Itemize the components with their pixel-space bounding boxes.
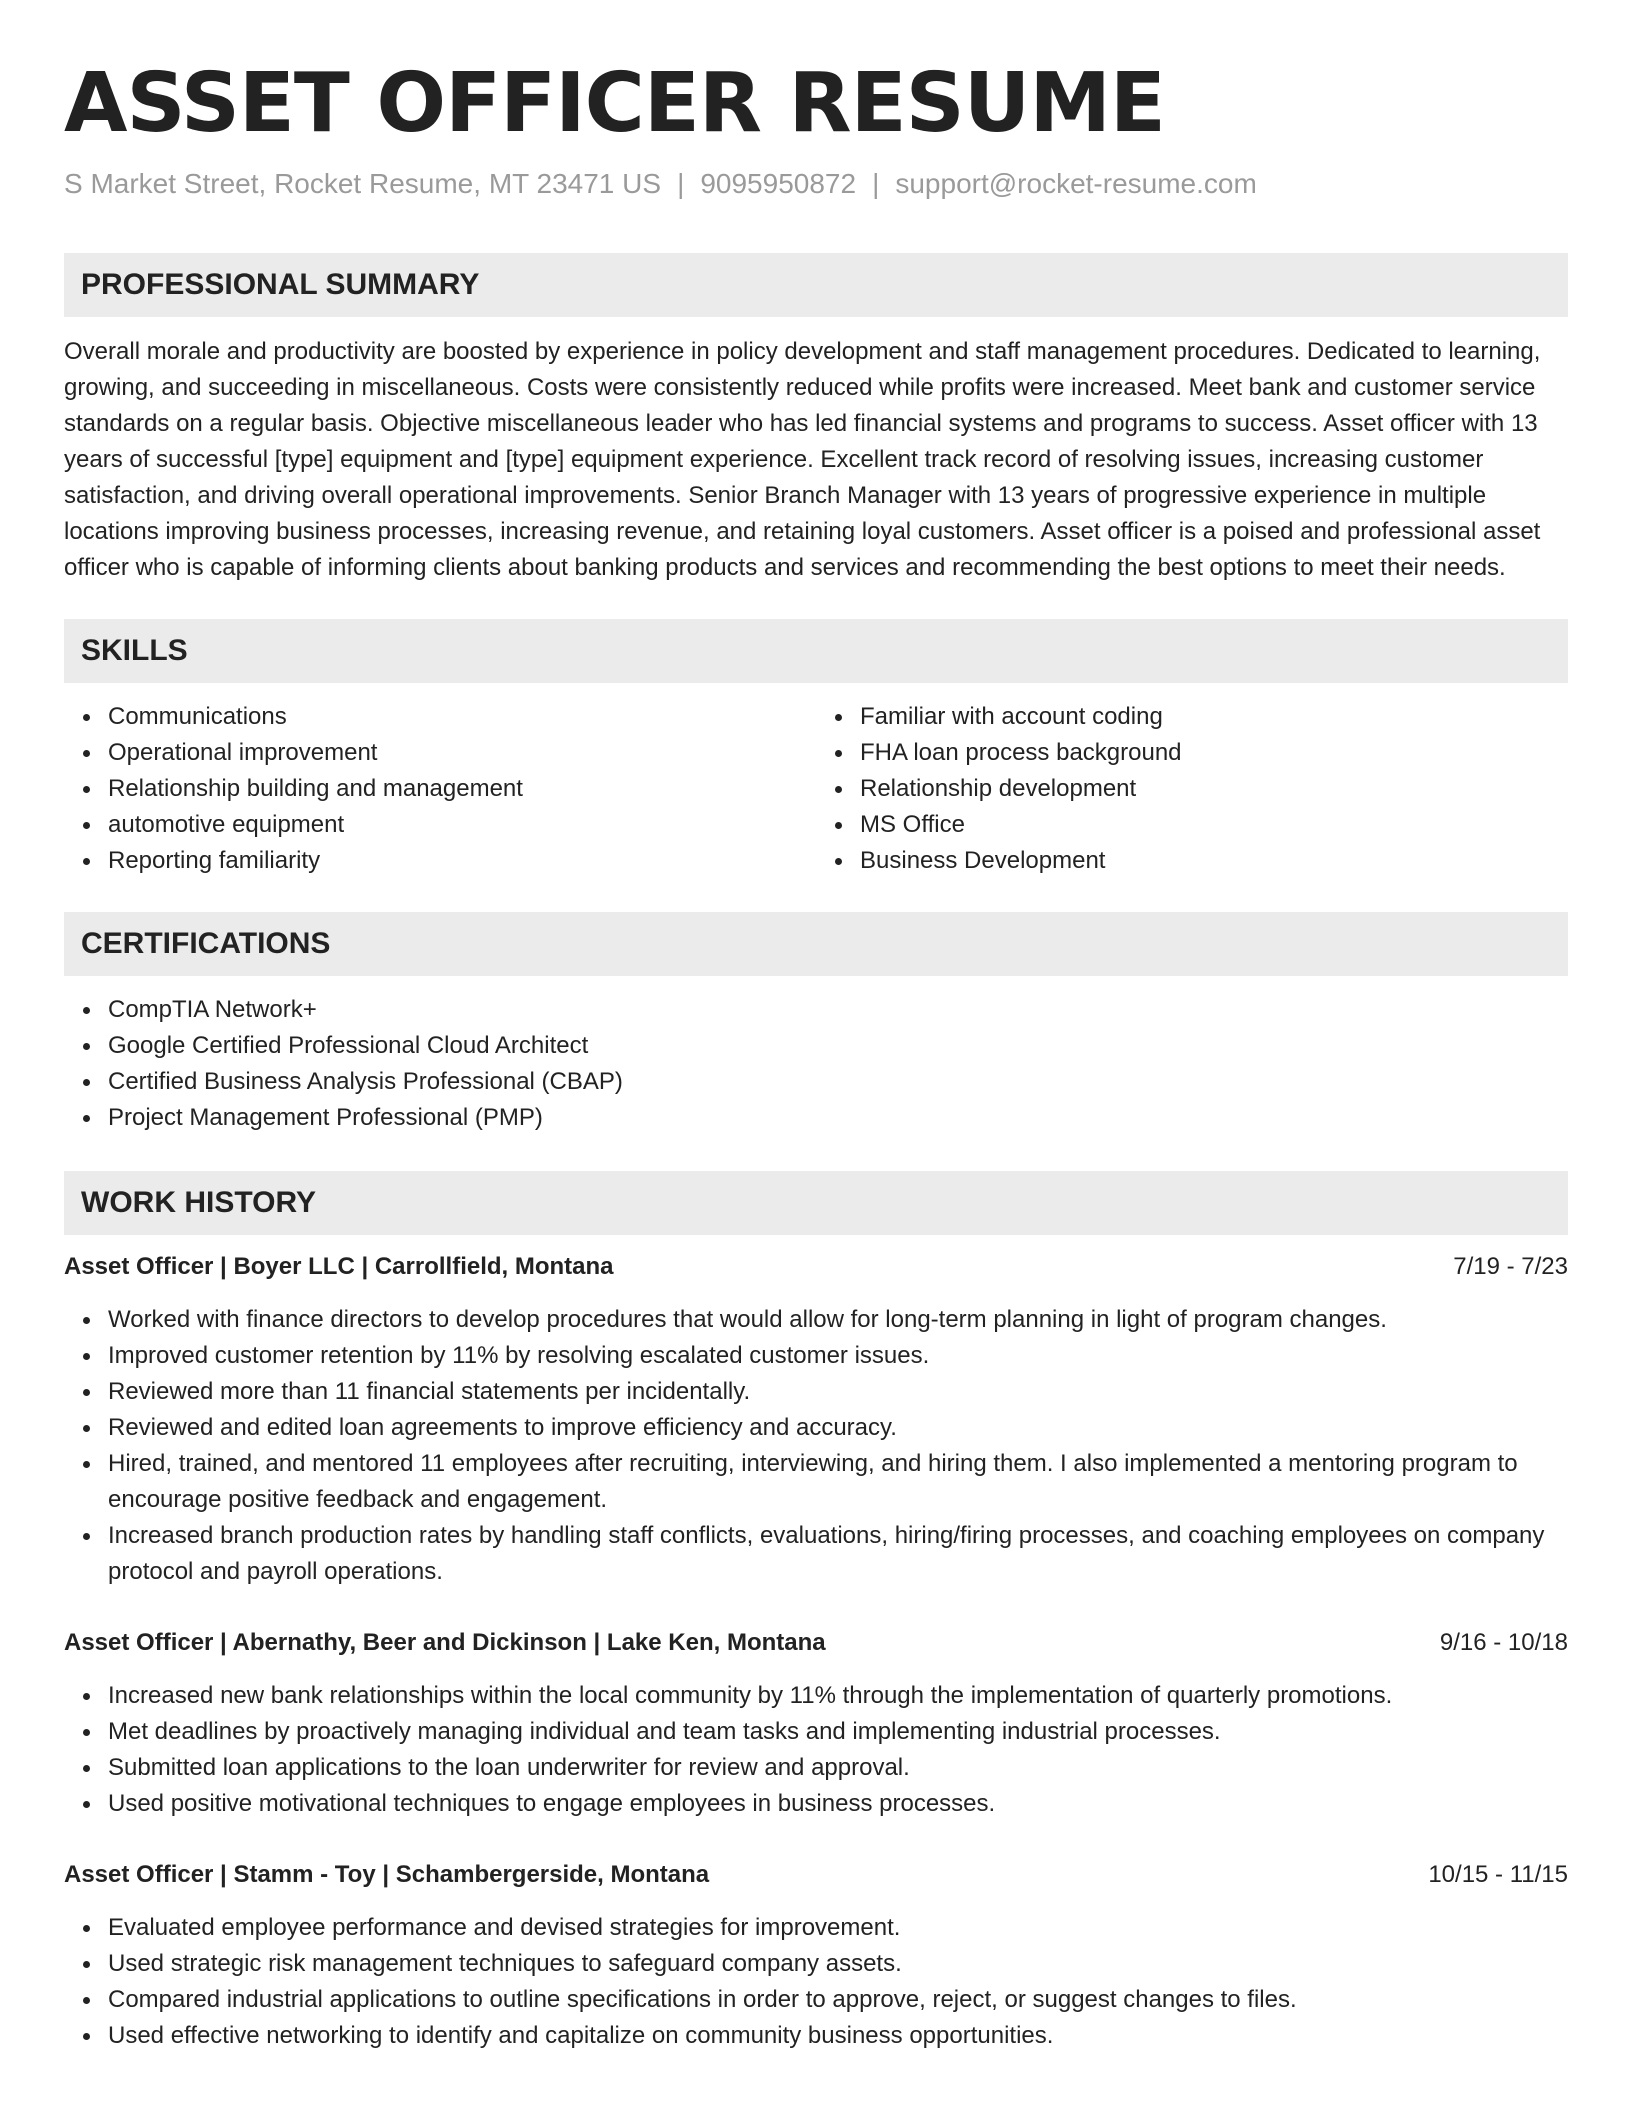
- skill-item: Relationship building and management: [64, 771, 816, 807]
- skill-item: Communications: [64, 699, 816, 735]
- job-bullet: Worked with finance directors to develop procedures that would allow for long-term planning in light of program changes.: [64, 1302, 1568, 1338]
- work-history-heading: WORK HISTORY: [64, 1171, 1568, 1235]
- job-bullet: Hired, trained, and mentored 11 employees after recruiting, interviewing, and hiring them. I also implemented a mentoring program to encourage positive feedback and engagement.: [64, 1446, 1568, 1518]
- job-bullet: Improved customer retention by 11% by resolving escalated customer issues.: [64, 1338, 1568, 1374]
- job-bullet: Met deadlines by proactively managing individual and team tasks and implementing industrial processes.: [64, 1714, 1568, 1750]
- certifications-section: [64, 912, 1568, 1136]
- skills-grid: [64, 683, 1568, 879]
- skill-item: automotive equipment: [64, 807, 816, 843]
- job-header: [64, 1625, 1568, 1661]
- job-title: Asset Officer | Stamm - Toy | Schambergerside, Montana: [64, 1861, 710, 1888]
- job-bullet: Used strategic risk management techniques to safeguard company assets.: [64, 1946, 1568, 1982]
- job-title: Asset Officer | Abernathy, Beer and Dickinson | Lake Ken, Montana: [64, 1629, 826, 1656]
- job-header: [64, 1857, 1568, 1893]
- certification-item: Project Management Professional (PMP): [64, 1100, 1568, 1136]
- job-dates: 9/16 - 10/18: [1439, 1629, 1568, 1656]
- skill-item: Reporting familiarity: [64, 843, 816, 879]
- skill-item: Operational improvement: [64, 735, 816, 771]
- certifications-list: [64, 992, 1568, 1136]
- job-bullet: Compared industrial applications to outline specifications in order to approve, reject, or suggest changes to files.: [64, 1982, 1568, 2018]
- summary-heading: PROFESSIONAL SUMMARY: [64, 253, 1568, 317]
- job-bullets: [64, 1678, 1568, 1822]
- job-bullet: Reviewed more than 11 financial statements per incidentally.: [64, 1374, 1568, 1410]
- summary-section: [64, 253, 1568, 586]
- job-bullet: Used effective networking to identify and capitalize on community business opportunities.: [64, 2018, 1568, 2054]
- certification-item: Google Certified Professional Cloud Architect: [64, 1028, 1568, 1064]
- certification-item: CompTIA Network+: [64, 992, 1568, 1028]
- job-bullet: Used positive motivational techniques to engage employees in business processes.: [64, 1786, 1568, 1822]
- job-entry: [64, 1625, 1568, 1822]
- contact-email: support@rocket-resume.com: [895, 168, 1257, 199]
- job-dates: 7/19 - 7/23: [1453, 1253, 1568, 1280]
- skill-item: MS Office: [816, 807, 1568, 843]
- job-header: [64, 1249, 1568, 1285]
- certifications-heading: CERTIFICATIONS: [64, 912, 1568, 976]
- skill-item: Relationship development: [816, 771, 1568, 807]
- job-bullet: Evaluated employee performance and devised strategies for improvement.: [64, 1910, 1568, 1946]
- job-bullets: [64, 1910, 1568, 2054]
- summary-text: Overall morale and productivity are boosted by experience in policy development and staff management procedures. Dedicated to learning, growing, and succeeding in miscellaneous. Costs were consistently reduced while profits were increased. Meet bank and customer service standards on a regular basis. Objective miscellaneous leader who has led financial systems and programs to success. Asset officer with 13 years of successful [type] equipment and [type] equipment experience. Excellent track record of resolving issues, increasing customer satisfaction, and driving overall operational improvements. Senior Branch Manager with 13 years of progressive experience in multiple locations improving business processes, increasing revenue, and retaining loyal customers. Asset officer is a poised and professional asset officer who is capable of informing clients about banking products and services and recommending the best options to meet their needs.: [64, 338, 1541, 581]
- contact-address: S Market Street, Rocket Resume, MT 23471 US: [64, 168, 662, 199]
- skills-section: [64, 619, 1568, 879]
- job-title: Asset Officer | Boyer LLC | Carrollfield, Montana: [64, 1253, 614, 1280]
- job-bullet: Submitted loan applications to the loan underwriter for review and approval.: [64, 1750, 1568, 1786]
- skills-heading: SKILLS: [64, 619, 1568, 683]
- skills-list-left: [64, 699, 816, 879]
- contact-separator: |: [677, 168, 685, 199]
- job-entry: [64, 1857, 1568, 2054]
- skill-item: Business Development: [816, 843, 1568, 879]
- job-bullet: Increased new bank relationships within the local community by 11% through the implementation of quarterly promotions.: [64, 1678, 1568, 1714]
- work-history-section: [64, 1171, 1568, 2054]
- job-dates: 10/15 - 11/15: [1428, 1861, 1568, 1888]
- job-bullet: Reviewed and edited loan agreements to improve efficiency and accuracy.: [64, 1410, 1568, 1446]
- contact-line: [64, 166, 1568, 202]
- resume-title: ASSET OFFICER RESUME: [64, 56, 1165, 151]
- contact-separator: |: [872, 168, 880, 199]
- skill-item: Familiar with account coding: [816, 699, 1568, 735]
- skills-list-right: [816, 699, 1568, 879]
- contact-phone: 9095950872: [700, 168, 857, 199]
- job-entry: [64, 1249, 1568, 1590]
- job-bullet: Increased branch production rates by handling staff conflicts, evaluations, hiring/firing processes, and coaching employees on company protocol and payroll operations.: [64, 1518, 1568, 1590]
- job-bullets: [64, 1302, 1568, 1590]
- skill-item: FHA loan process background: [816, 735, 1568, 771]
- certification-item: Certified Business Analysis Professional (CBAP): [64, 1064, 1568, 1100]
